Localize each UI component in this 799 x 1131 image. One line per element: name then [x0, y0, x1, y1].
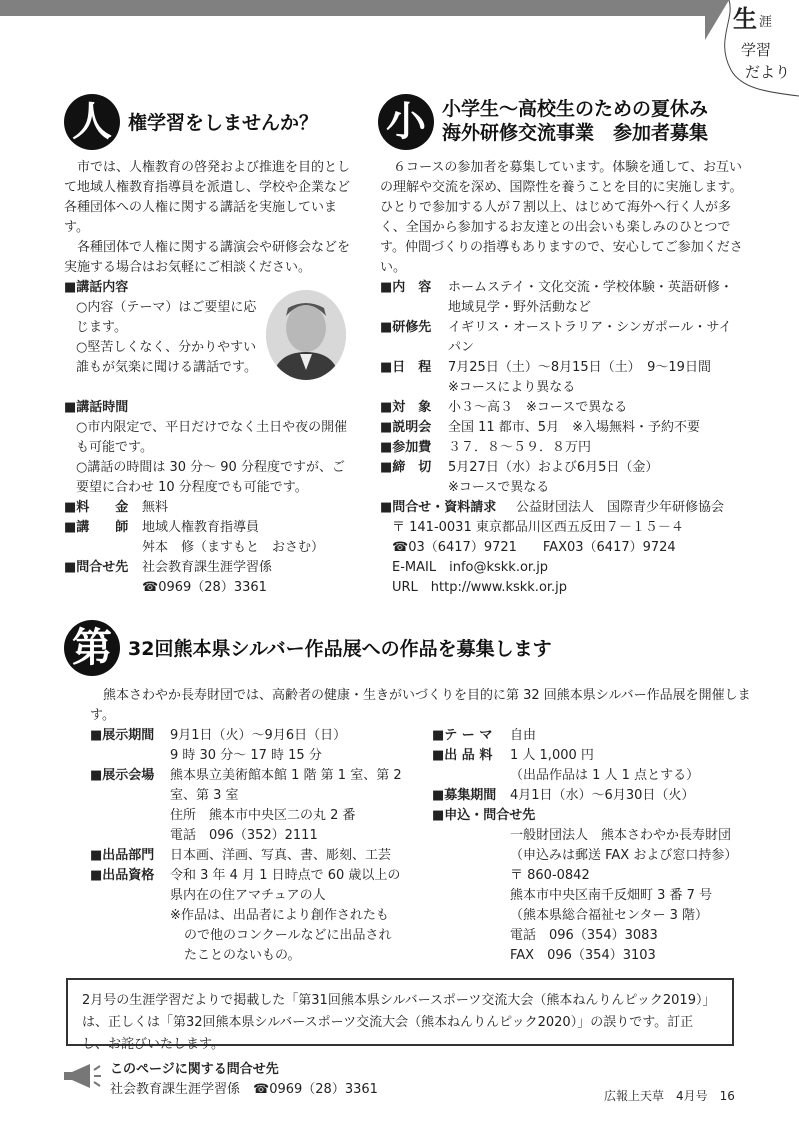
section1-contact-label: ■問合せ先: [64, 560, 129, 575]
section2-badge: 小: [378, 94, 434, 150]
section2-row-label: ■内 容: [380, 280, 432, 295]
section1-intro2: 各種団体で人権に関する講演会や研修会などを実施する場合はお気軽にご相談ください。: [64, 240, 351, 275]
section2-contact-label: ■問合せ・資料請求: [380, 500, 497, 515]
section1-badge: 人: [64, 94, 120, 150]
section3-qual4: ので他のコンクールなどに出品され: [184, 928, 392, 943]
section3-apply1: 一般財団法人 熊本さわやか長寿財団: [510, 828, 732, 843]
corner-text-2: 涯: [759, 15, 773, 30]
section2-contact-org: 公益財団法人 国際青少年研修協会: [516, 500, 725, 515]
section1-fee-label: ■料 金: [64, 500, 129, 515]
section2-row-value: 7月25日（土）～8月15日（土） 9～19日間: [448, 360, 711, 375]
section3-dept-label: ■出品部門: [90, 848, 155, 863]
section2-row-label: ■対 象: [380, 400, 432, 415]
section3-badge: 第: [64, 620, 120, 676]
section3-title: 32回熊本県シルバー作品展への作品を募集します: [128, 638, 552, 660]
section3-recruit: 4月1日（水）～6月30日（火）: [510, 788, 695, 803]
section3-recruit-label: ■募集期間: [432, 788, 497, 803]
section2-row-label: ■研修先: [380, 320, 432, 335]
section2-row-label: ■日 程: [380, 360, 432, 375]
section2-row-value: イギリス・オーストラリア・シンガポール・サイ: [448, 320, 732, 335]
section3-apply3: 〒 860-0842: [510, 868, 590, 883]
section2-url: URL http://www.kskk.or.jp: [392, 580, 568, 595]
section1-content1: ○内容（テーマ）はご要望に応じます。: [76, 300, 257, 335]
footer-contact: 社会教育課生涯学習係 ☎0969（28）3361: [110, 1082, 378, 1097]
corner-text-1: 生: [733, 5, 757, 33]
section3-theme: 自由: [510, 728, 537, 743]
section1-fee: 無料: [142, 500, 169, 515]
section3-intro: 熊本さわやか長寿財団では、高齢者の健康・生きがいづくりを目的に第 32 回熊本県シルバー作品展を開催します。: [90, 688, 751, 723]
section1-intro1: 市では、人権教育の啓発および推進を目的として地域人権教育指導員を派遣し、学校や企業など各種団体への人権に関する講話を実施しています。: [64, 160, 351, 235]
corner-text-4: だより: [745, 63, 791, 81]
section1-contact2: ☎0969（28）3361: [142, 580, 267, 595]
section2-row-value2: 地域見学・野外活動など: [448, 300, 592, 315]
section1-time2: ○講話の時間は 30 分～ 90 分程度ですが、ご要望に合わせ 10 分程度でも可能です。: [76, 460, 345, 495]
lecturer-portrait: [266, 290, 346, 380]
section2-email: E-MAIL info@kskk.or.jp: [392, 560, 549, 575]
section1-lecturer-label: ■講 師: [64, 520, 129, 535]
section1-title: 権学習をしませんか？: [128, 112, 319, 134]
section3-venue1: 熊本県立美術館本館 1 階 第 1 室、第 2: [170, 768, 402, 783]
section1-content2: ○堅苦しくなく、分かりやすい誰もが気楽に聞ける講話です。: [76, 340, 257, 375]
page-number: 広報上天草 4月号 16: [604, 1089, 735, 1103]
section1-lecturer2: 舛本 修（ますもと おさむ）: [142, 540, 325, 555]
section3-apply5: （熊本県総合福祉センター 3 階）: [510, 908, 709, 923]
corner-text-3: 学習: [741, 41, 772, 59]
section2-row-value: ３７．８～５９．８万円: [448, 440, 592, 455]
top-gray-band: [0, 0, 720, 16]
section2-row-value2: ※コースで異なる: [448, 480, 550, 495]
corner-logo: [705, 0, 799, 100]
section3-apply6: 電話 096（354）3083: [510, 928, 658, 943]
megaphone-icon: [62, 1064, 102, 1088]
section1-time-label: ■講話時間: [64, 400, 129, 415]
section3-period1: 9月1日（火）～9月6日（日）: [170, 728, 347, 743]
footer-title: このページに関する問合せ先: [110, 1062, 279, 1077]
section3-entryfee1: 1 人 1,000 円: [510, 748, 594, 763]
section2-row-value: 小３～高３ ※コースで異なる: [448, 400, 628, 415]
section2-row-value: 5月27日（水）および6月5日（金）: [448, 460, 659, 475]
section3-apply2: （申込みは郵送 FAX および窓口持参）: [510, 848, 738, 863]
section3-entryfee-label: ■出 品 料: [432, 748, 493, 763]
section1-lecturer1: 地域人権教育指導員: [142, 520, 260, 535]
section3-venue4: 電話 096（352）2111: [170, 828, 318, 843]
section3-theme-label: ■テ ー マ: [432, 728, 493, 743]
section3-dept: 日本画、洋画、写真、書、彫刻、工芸: [170, 848, 392, 863]
section2-row-label: ■説明会: [380, 420, 432, 435]
section3-qual2: 県内在の住アマチュアの人: [170, 888, 326, 903]
section3-venue2: 室、第 3 室: [170, 788, 239, 803]
section2-address: 〒 141-0031 東京都品川区西五反田７－１５－４: [392, 520, 684, 535]
section3-entryfee2: （出品作品は 1 人 1 点とする）: [510, 768, 700, 783]
section2-row-value: 全国 11 都市、5月 ※入場無料・予約不要: [448, 420, 700, 435]
section3-apply4: 熊本市中央区南千反畑町 3 番 7 号: [510, 888, 713, 903]
section1-time1: ○市内限定で、平日だけでなく土日や夜の開催も可能です。: [76, 420, 348, 455]
section2-row-value: ホームステイ・文化交流・学校体験・英語研修・: [448, 280, 733, 295]
correction-notice: 2月号の生涯学習だよりで掲載した「第31回熊本県シルバースポーツ交流大会（熊本ねんりんピック2019）」は、正しくは「第32回熊本県シルバースポーツ交流大会（熊本ねんりんピック2020）」の誤りです。訂正し、お詫びいたします。: [66, 978, 734, 1046]
section2-row-label: ■参加費: [380, 440, 432, 455]
section1-content-label: ■講話内容: [64, 280, 129, 295]
section3-qual5: たことのないもの。: [184, 948, 301, 963]
section2-title2: 海外研修交流事業 参加者募集: [442, 122, 709, 144]
section2-title1: 小学生～高校生のための夏休み: [442, 98, 709, 120]
section1-contact1: 社会教育課生涯学習係: [142, 560, 273, 575]
section3-period2: 9 時 30 分～ 17 時 15 分: [170, 748, 322, 763]
section2-row-value2: パン: [448, 340, 475, 355]
section3-apply-label: ■申込・問合せ先: [432, 808, 536, 823]
section2-tel: ☎03（6417）9721 FAX03（6417）9724: [392, 540, 676, 555]
section3-qual1: 令和 3 年 4 月 1 日時点で 60 歳以上の: [170, 868, 401, 883]
section3-apply7: FAX 096（354）3103: [510, 948, 656, 963]
section2-row-label: ■締 切: [380, 460, 432, 475]
section2-row-value2: ※コースにより異なる: [448, 380, 576, 395]
section3-venue3: 住所 熊本市中央区二の丸 2 番: [170, 808, 356, 823]
section3-qual3: ※作品は、出品者により創作されたも: [170, 908, 389, 923]
lecturer-photo: [266, 290, 346, 380]
section3-venue-label: ■展示会場: [90, 768, 155, 783]
section2-intro: ６コースの参加者を募集しています。体験を通して、お互いの理解や交流を深め、国際性を養うことを目的に実施します。ひとりで参加する人が７割以上、はじめて海外へ行く人が多く、全国から参加するお友達との出会いも楽しみのひとつです。仲間づくりの指導もありますので、安心してご参加ください。: [380, 160, 743, 275]
section3-period-label: ■展示期間: [90, 728, 155, 743]
section3-qual-label: ■出品資格: [90, 868, 155, 883]
